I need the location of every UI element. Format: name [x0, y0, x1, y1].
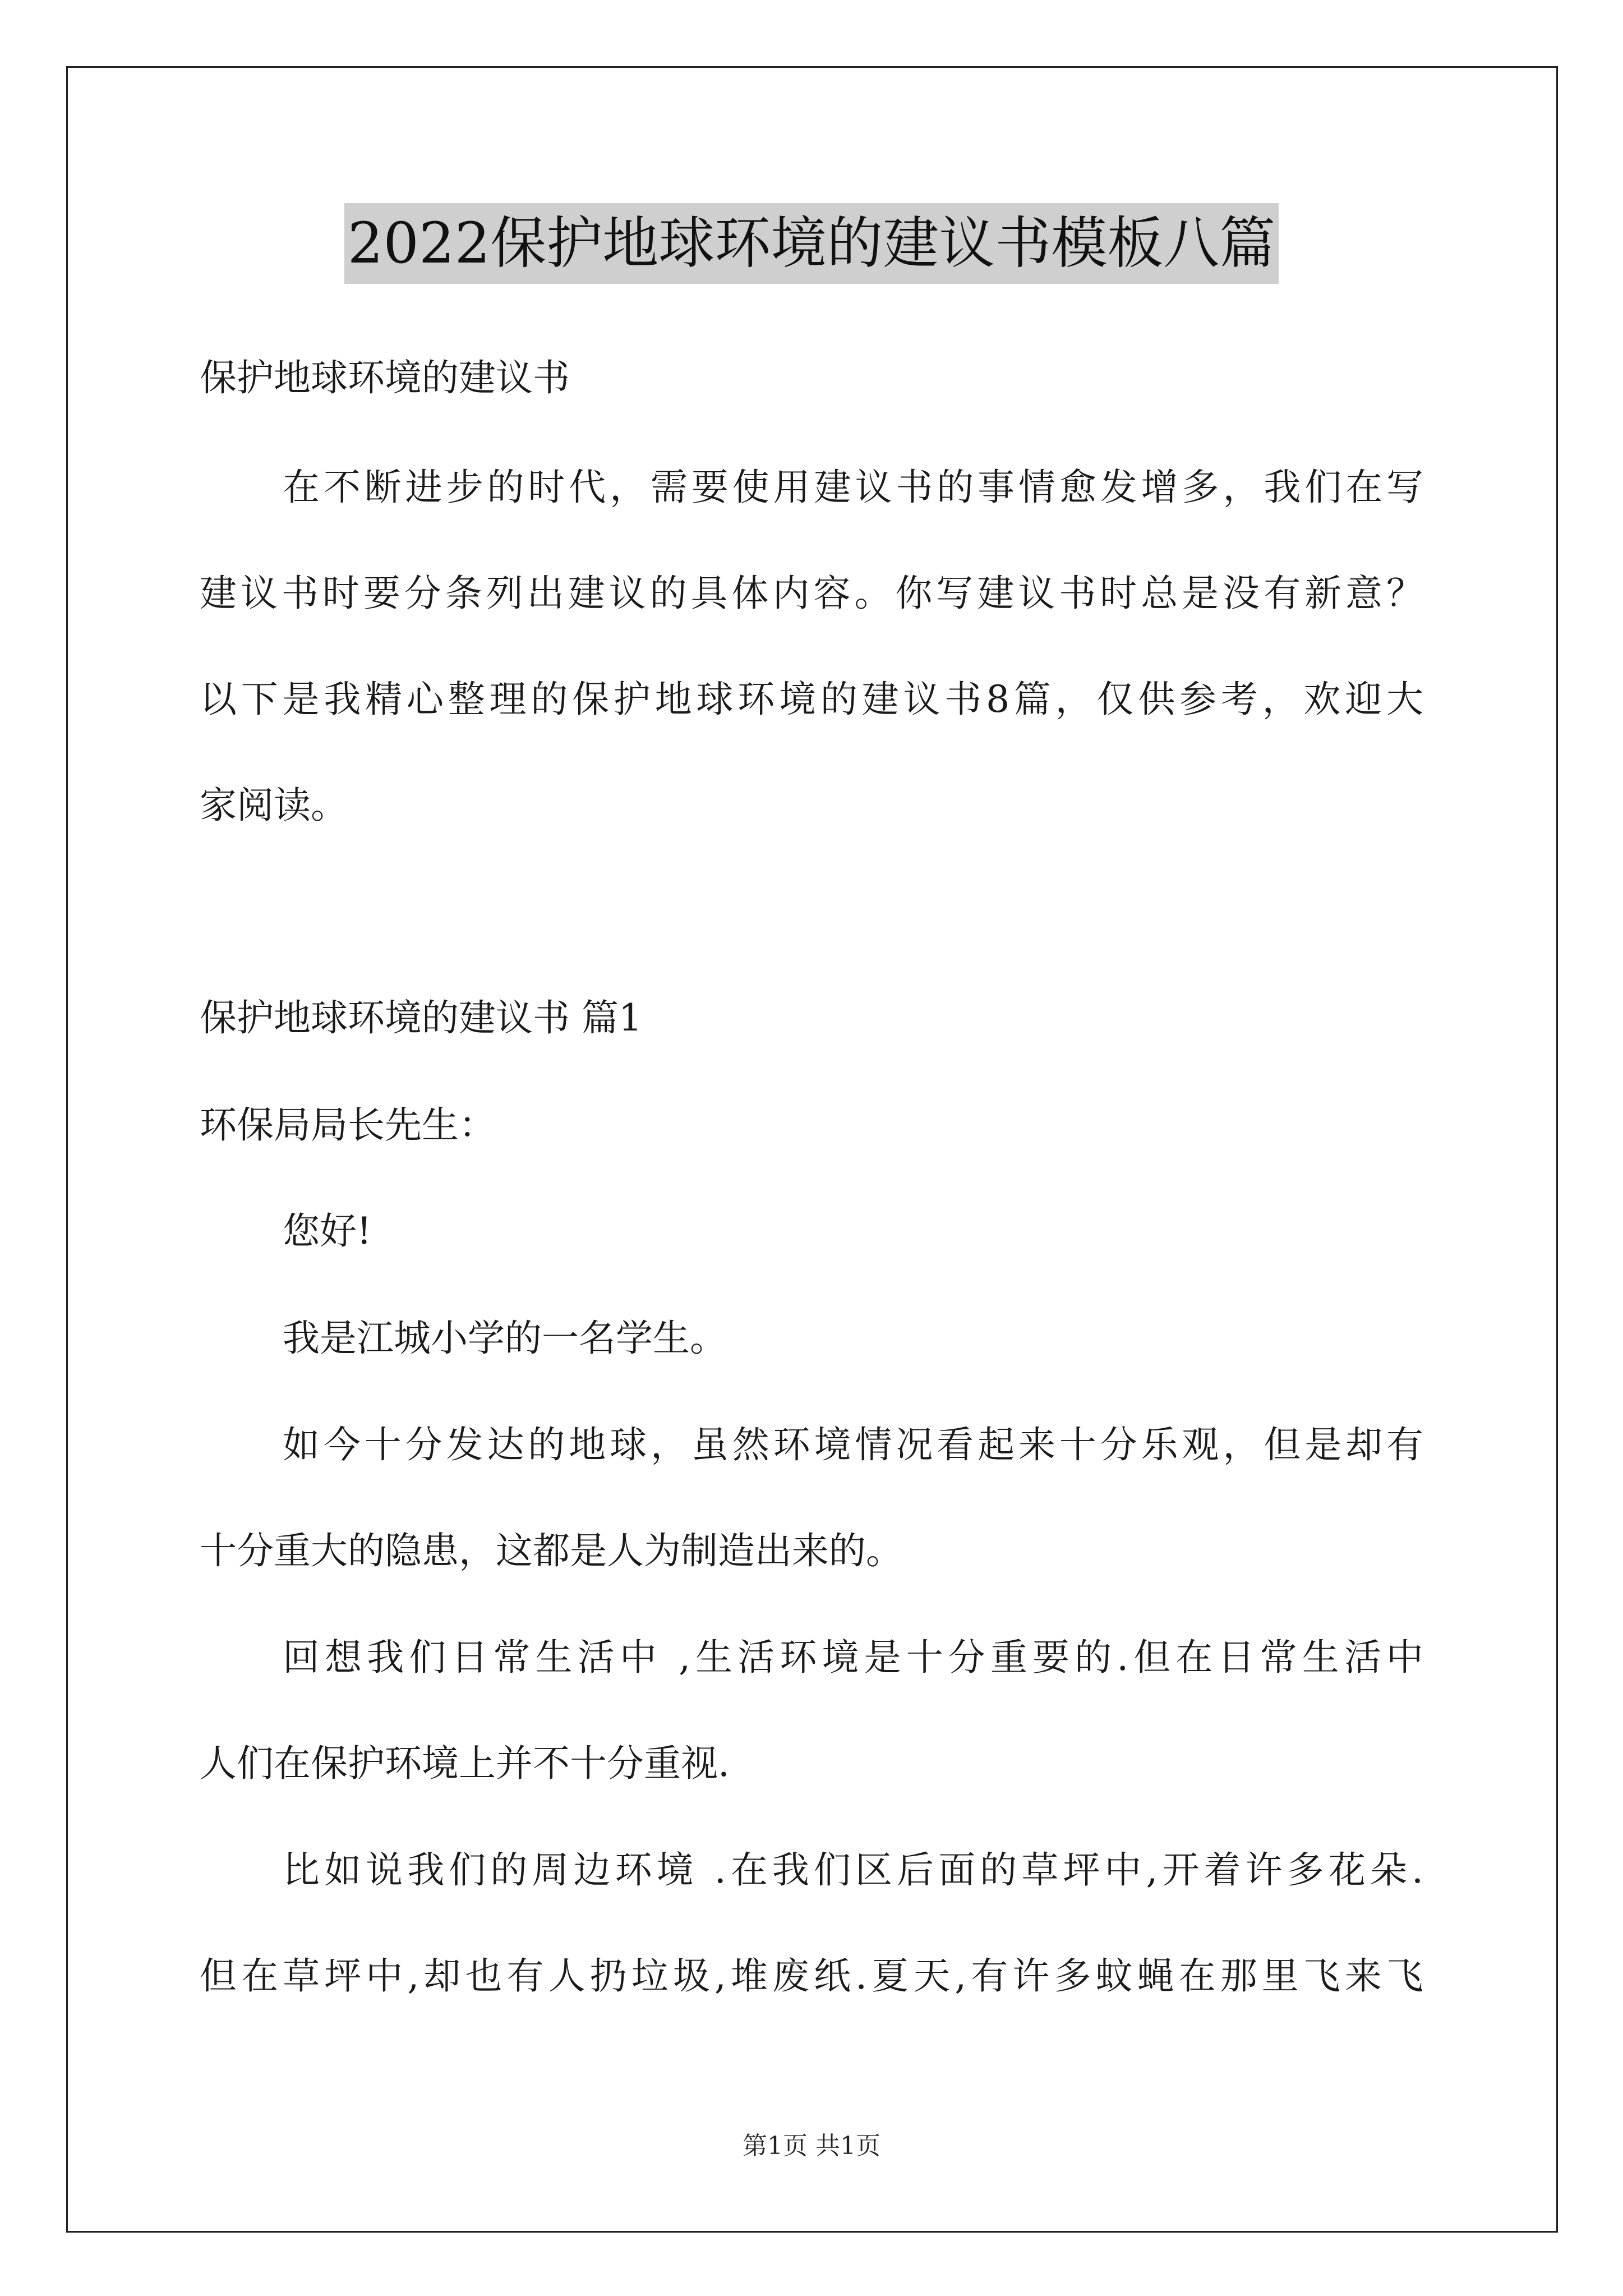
paragraph-example-line-1: 比如说我们的周边环境 .在我们区后面的草坪中,开着许多花朵. — [283, 1848, 1423, 1892]
document-title: 2022保护地球环境的建议书模板八篇 — [344, 203, 1279, 284]
intro-line-4: 家阅读。 — [200, 784, 348, 827]
intro-line-1: 在不断进步的时代，需要使用建议书的事情愈发增多，我们在写 — [283, 466, 1423, 509]
salutation: 环保局局长先生： — [200, 1103, 496, 1147]
paragraph-earth-line-2: 十分重大的隐患，这都是人为制造出来的。 — [200, 1529, 903, 1572]
paragraph-recall-line-1: 回想我们日常生活中 ,生活环境是十分重要的.但在日常生活中 — [283, 1636, 1423, 1679]
intro-line-3: 以下是我精心整理的保护地球环境的建议书8篇，仅供参考，欢迎大 — [200, 678, 1423, 721]
paragraph-earth-line-1: 如今十分发达的地球，虽然环境情况看起来十分乐观，但是却有 — [283, 1423, 1423, 1466]
article-heading: 保护地球环境的建议书 篇1 — [200, 996, 642, 1039]
section-heading: 保护地球环境的建议书 — [200, 356, 570, 399]
paragraph-recall-line-2: 人们在保护环境上并不十分重视. — [200, 1742, 730, 1785]
greeting: 您好! — [283, 1209, 372, 1253]
intro-line-2: 建议书时要分条列出建议的具体内容。你写建议书时总是没有新意？ — [200, 572, 1423, 615]
title-container — [0, 203, 1623, 284]
paragraph-self-intro: 我是江城小学的一名学生。 — [283, 1317, 727, 1360]
page-footer: 第1页 共1页 — [743, 2132, 880, 2160]
paragraph-example-line-2: 但在草坪中,却也有人扔垃圾,堆废纸.夏天,有许多蚊蝇在那里飞来飞 — [200, 1954, 1423, 1998]
